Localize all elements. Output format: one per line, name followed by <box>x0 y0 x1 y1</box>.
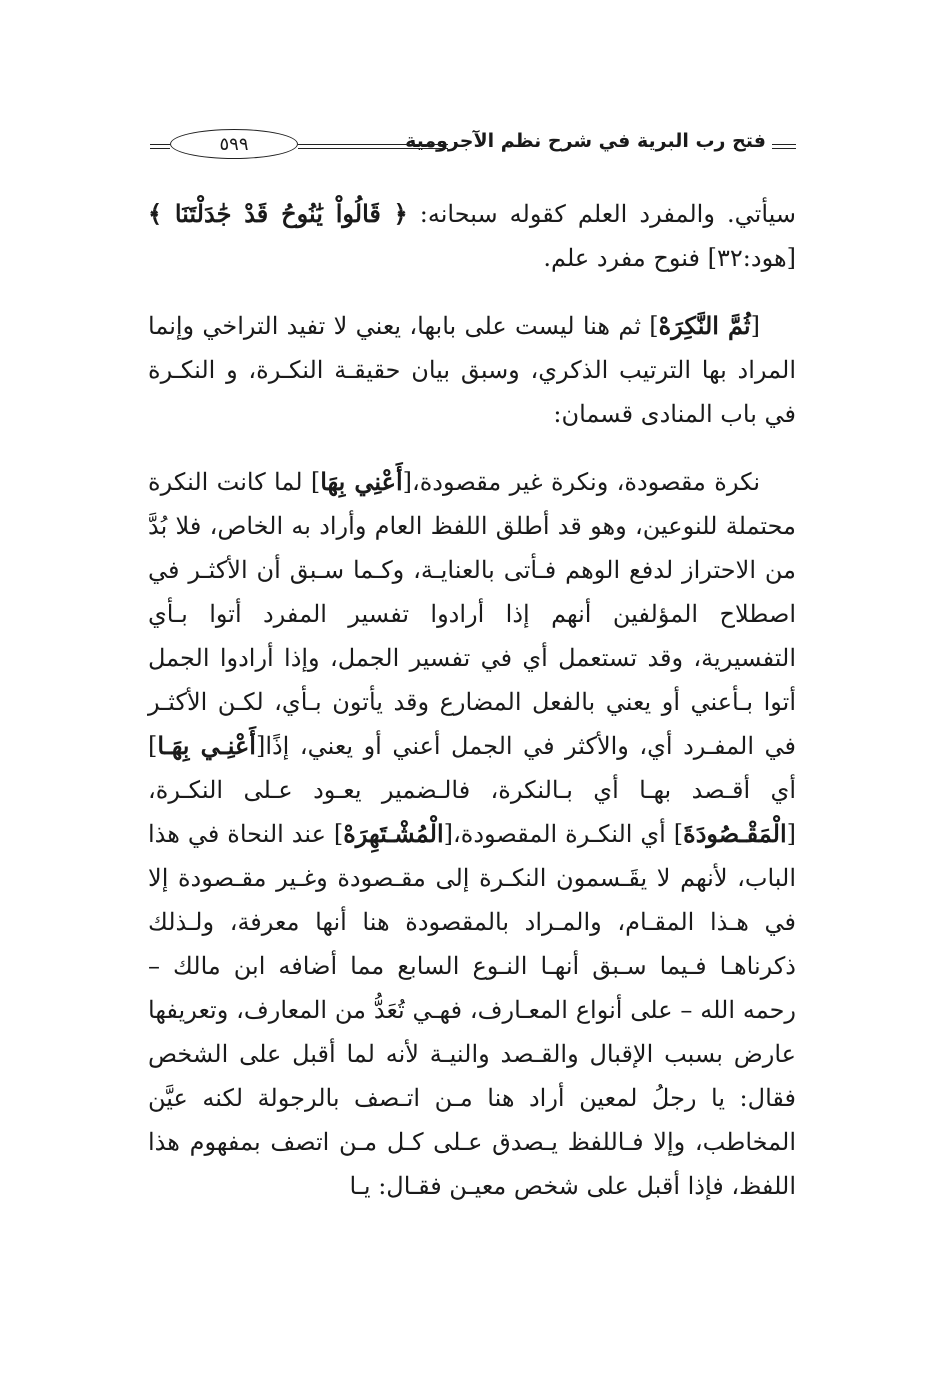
page-number: ٥٩٩ <box>219 134 249 155</box>
header-rule-right <box>772 144 796 149</box>
quran-verse: ﴿ قَالُواْ يَٰنُوحُ قَدْ جَٰدَلْتَنَا ﴾ <box>148 199 408 228</box>
text-run: [ <box>750 312 760 340</box>
text-run: ] ثم هنا ليست على بابها، يعني لا تفيد التراخي وإنما المراد بها الترتيب الذكري، وسبق بيان حقيقـة النكـرة، و النكـرة في باب المنادى قسمان: <box>148 312 796 428</box>
poem-term: أَعْنِـي بِهَـا <box>157 731 256 760</box>
text-run: نكرة مقصودة، ونكرة غير مقصودة،[ <box>402 468 760 496</box>
main-text <box>148 192 796 1232</box>
text-run: ] عند النحاة في هذا الباب، لأنهم لا يقَـسمون النكـرة إلى مقـصودة وغـير مقـصودة إلا في هـذا المقـام، والمـراد بالمقصودة هنا أنها معرفة، ولـذلك ذكرناهـا فـيما سـبق أنهـا النـوع السابع مما أضافه ابن مالك – رحمه الله – على أنواع المعـارف، فهـي تُعَدُّ من المعارف، وتعريفها عارض بسبب الإقبال والقـصد والنيـة لأنه لما أقبل على الشخص فقال: يا رجلُ لمعين أراد هنا مـن اتـصف بالرجولة لكنه عيَّن المخاطب، وإلا فـاللفظ يـصدق عـلى كـل مـن اتصف بمفهوم هذا اللفظ، فإذا أقبل على شخص معيـن فقـال: يـا <box>148 820 796 1200</box>
text-run: ] لما كانت النكرة محتملة للنوعين، وهو قد أطلق اللفظ العام وأراد به الخاص، فلا بُدَّ من الاحتراز لدفع الوهم فـأتى بالعنايـة، وكـما سـبق أن الأكثـر في اصطلاح المؤلفين أنهم إذا أرادوا تفسير المفرد أتوا بـأي التفسيرية، وقد تستعمل أي في تفسير الجمل، وإذا أرادوا الجمل أتوا بـأعني أو يعني بالفعل المضارع وقد يأتون بـأي، لكـن الأكثـر في المفـرد أي، والأكثر في الجمل أعني أو يعني، إذًا[ <box>148 468 796 760</box>
poem-term: الْمَقْـصُودَةَ <box>683 819 787 848</box>
text-run: سيأتي. والمفرد العلم كقوله سبحانه: <box>407 200 796 228</box>
text-run: ] أي أقـصد بهـا أي بـالنكرة، فالـضمير يعـود عـلى النكـرة،[ <box>148 732 796 848</box>
paragraph-2 <box>148 304 796 436</box>
header-rule-left <box>150 144 170 149</box>
poem-term: ثُمَّ النَّكِرَهْ <box>658 311 751 340</box>
header-rule-middle <box>298 144 448 149</box>
running-header <box>150 128 796 164</box>
paragraph-1 <box>148 192 796 280</box>
poem-term: الْمُشْـتَهِرَهْ <box>343 819 444 848</box>
poem-term: أَعْنِي بِهَا <box>320 467 403 496</box>
text-run: [هود:٣٢] فنوح مفرد علم. <box>543 244 796 272</box>
text-run: ] أي النكـرة المقصودة،[ <box>443 820 684 848</box>
book-title: فتح رب البرية في شرح نظم الآجرومية <box>405 130 766 152</box>
paragraph-3 <box>148 460 796 1208</box>
